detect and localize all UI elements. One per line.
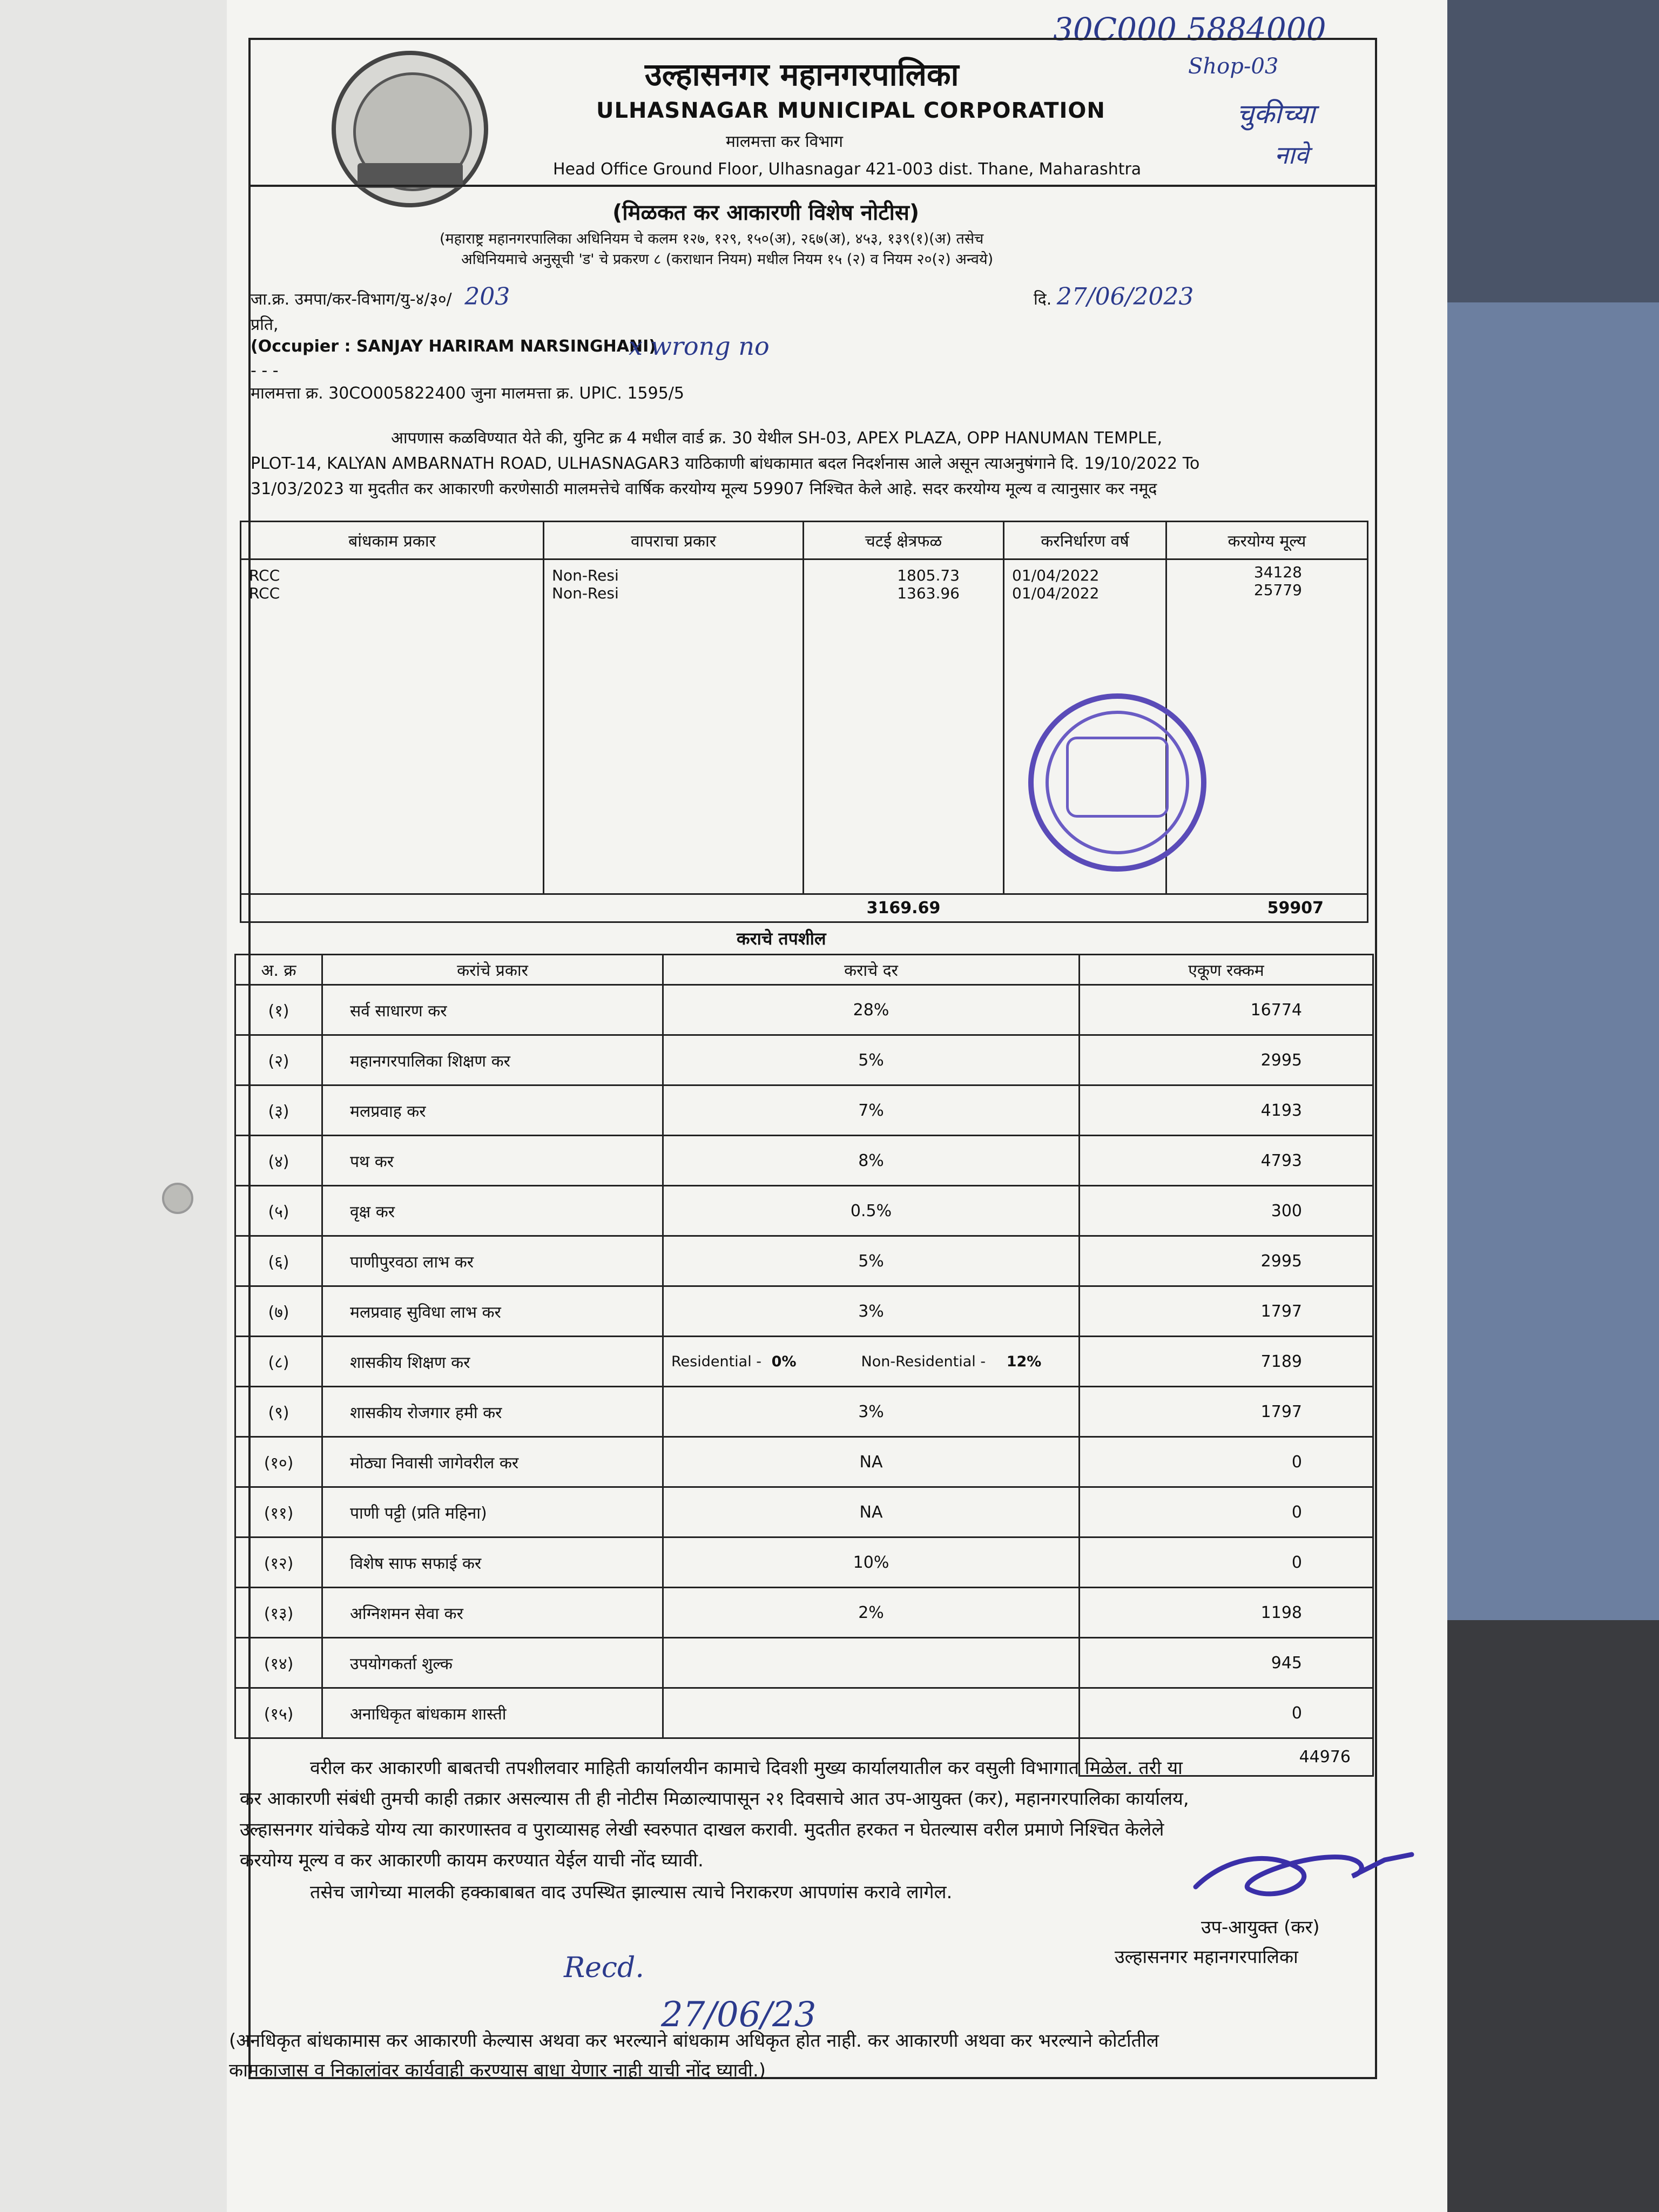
- tax-sr-no: (९): [235, 1387, 322, 1437]
- tax-type: अनाधिकृत बांधकाम शास्ती: [322, 1688, 663, 1738]
- usage-type: Non-Resi: [552, 567, 619, 584]
- tax-sr-no: (१०): [235, 1437, 322, 1487]
- usage-type: Non-Resi: [552, 584, 619, 602]
- assessment-header-row: [241, 522, 1368, 559]
- tax-amount: 0: [1080, 1688, 1373, 1738]
- assessment-header-value: करयोग्य मूल्य: [1166, 522, 1368, 559]
- tax-rate: NA: [663, 1437, 1080, 1487]
- tax-rate: [663, 1638, 1080, 1688]
- tax-type: शासकीय शिक्षण कर: [322, 1337, 663, 1387]
- handwritten-received-date: 27/06/23: [661, 1995, 817, 2035]
- tax-sr-no: (६): [235, 1236, 322, 1286]
- notice-act-line-1: (महाराष्ट्र महानगरपालिका अधिनियम चे कलम १२७, १२९, १५०(अ), २६७(अ), ४५३, १३९(१)(अ) तसेच: [440, 231, 984, 247]
- handwritten-wrong-note: x wrong no: [629, 332, 770, 361]
- tax-sr-no: (४): [235, 1136, 322, 1186]
- tax-type: पाणीपुरवठा लाभ कर: [322, 1236, 663, 1286]
- carpet-area: 1805.73: [897, 567, 960, 584]
- body-line-2: PLOT-14, KALYAN AMBARNATH ROAD, ULHASNAGAR3 याठिकाणी बांधकामात बदल निदर्शनास आले असून त्याअनुषंगाने दि. 19/10/2022 To: [251, 454, 1200, 473]
- notice-title: (मिळकत कर आकारणी विशेष नोटीस): [612, 200, 920, 225]
- tax-rate: 0.5%: [663, 1186, 1080, 1236]
- tax-row: [235, 1588, 1373, 1638]
- tax-row: [235, 985, 1373, 1035]
- tax-sr-no: (३): [235, 1085, 322, 1136]
- footer-para-2: कर आकारणी संबंधी तुमची काही तक्रार असल्यास ती ही नोटीस मिळाल्यापासून २१ दिवसाचे आत उप-आयुक्त (कर), महानगरपालिका कार्यालय,: [240, 1788, 1189, 1810]
- total-taxable-value: 59907: [1166, 894, 1368, 922]
- footer-para-4: करयोग्य मूल्य व कर आकारणी कायम करण्यात येईल याची नोंद घ्यावी.: [240, 1850, 704, 1871]
- tax-type: उपयोगकर्ता शुल्क: [322, 1638, 663, 1688]
- background-dark-surface: [1427, 1620, 1659, 2212]
- construction-cell: [241, 559, 544, 894]
- tax-table: [234, 954, 1374, 1777]
- signatory-organization: उल्हासनगर महानगरपालिका: [1115, 1946, 1298, 1968]
- tax-grand-total: 44976: [1080, 1738, 1373, 1776]
- background-page-left: [0, 0, 238, 2212]
- tax-row: [235, 1387, 1373, 1437]
- prati-label: प्रति,: [251, 315, 279, 334]
- handwritten-shop: Shop-03: [1188, 54, 1279, 79]
- tax-sr-no: (७): [235, 1286, 322, 1337]
- tax-row: [235, 1085, 1373, 1136]
- footer-para-3: उल्हासनगर यांचेकडे योग्य त्या कारणास्तव व पुराव्यासह लेखी स्वरुपात दाखल करावी. मुदतीत हरकत न घेतल्यास वरील प्रमाणे निश्चित केलेले: [240, 1819, 1164, 1840]
- tax-rate: 5%: [663, 1236, 1080, 1286]
- tax-header-amount: एकूण रक्कम: [1080, 955, 1373, 985]
- tax-amount: 0: [1080, 1487, 1373, 1537]
- official-stamp: [1028, 693, 1206, 872]
- disclaimer-line-1: (अनधिकृत बांधकामास कर आकारणी केल्यास अथवा कर भरल्याने बांधकाम अधिकृत होत नाही. कर आकारणी अथवा कर भरल्याने कोर्टातील: [229, 2030, 1159, 2052]
- notice-paper: [227, 0, 1447, 2212]
- notice-date: [1034, 283, 1193, 311]
- area-cell: [804, 559, 1004, 894]
- header-department: मालमत्ता कर विभाग: [726, 132, 844, 151]
- carpet-area: 1363.96: [897, 584, 960, 602]
- header-title-english: ULHASNAGAR MUNICIPAL CORPORATION: [596, 98, 1105, 123]
- footer-para-1: वरील कर आकारणी बाबतची तपशीलवार माहिती कार्यालयीन कामाचे दिवशी मुख्य कार्यालयातील कर वसुली विभागात मिळेल. तरी या: [310, 1757, 1183, 1779]
- tax-type: मोठ्या निवासी जागेवरील कर: [322, 1437, 663, 1487]
- tax-amount: 300: [1080, 1186, 1373, 1236]
- tax-section-title: कराचे तपशील: [737, 928, 826, 949]
- tax-amount: 1797: [1080, 1387, 1373, 1437]
- deputy-commissioner-signature: [1190, 1838, 1417, 1908]
- tax-row: [235, 1286, 1373, 1337]
- punch-hole: [162, 1183, 193, 1214]
- assessment-header-year: करनिर्धारण वर्ष: [1004, 522, 1166, 559]
- usage-cell: [544, 559, 804, 894]
- tax-rate: 5%: [663, 1035, 1080, 1085]
- tax-header-row: [235, 955, 1373, 985]
- disclaimer-line-2: कामकाजास व निकालांवर कार्यवाही करण्यास बाधा येणार नाही याची नोंद घ्यावी.): [229, 2060, 766, 2081]
- tax-sr-no: (१): [235, 985, 322, 1035]
- date-label: दि.: [1034, 290, 1052, 309]
- tax-amount: 945: [1080, 1638, 1373, 1688]
- tax-row: [235, 1186, 1373, 1236]
- body-line-1: आपणास कळविण्यात येते की, युनिट क्र 4 मधील वार्ड क्र. 30 येथील SH-03, APEX PLAZA, OPP HANUMAN TEMPLE,: [391, 429, 1163, 448]
- tax-row: [235, 1337, 1373, 1387]
- tax-sr-no: (११): [235, 1487, 322, 1537]
- total-carpet-area: 3169.69: [804, 894, 1004, 922]
- footer-para-5: तसेच जागेच्या मालकी हक्काबाबत वाद उपस्थित झाल्यास त्याचे निराकरण आपणांस करावे लागेल.: [310, 1881, 953, 1903]
- tax-row: [235, 1136, 1373, 1186]
- background-fabric: [1427, 302, 1659, 1707]
- tax-rate: 8%: [663, 1136, 1080, 1186]
- tax-amount: 0: [1080, 1537, 1373, 1588]
- tax-amount: 7189: [1080, 1337, 1373, 1387]
- tax-rate: 3%: [663, 1387, 1080, 1437]
- notice-sheet: [229, 38, 1377, 2081]
- tax-sr-no: (१४): [235, 1638, 322, 1688]
- edu-nonres-label: Non-Residential -: [861, 1353, 986, 1370]
- tax-sr-no: (५): [235, 1186, 322, 1236]
- tax-rate: 10%: [663, 1537, 1080, 1588]
- tax-rate: NA: [663, 1487, 1080, 1537]
- tax-type: सर्व साधारण कर: [322, 985, 663, 1035]
- reference-number: [251, 283, 510, 311]
- taxable-value: 34128: [1253, 563, 1302, 581]
- tax-rate: 2%: [663, 1588, 1080, 1638]
- notice-act-line-2: अधिनियमाचे अनुसूची 'ड' चे प्रकरण ८ (कराधान नियम) मधील नियम १५ (२) व नियम २०(२) अन्वये): [461, 251, 994, 268]
- edu-nonres-rate: 12%: [1006, 1353, 1042, 1370]
- tax-amount: 1198: [1080, 1588, 1373, 1638]
- tax-type: शासकीय रोजगार हमी कर: [322, 1387, 663, 1437]
- header-address: Head Office Ground Floor, Ulhasnagar 421-003 dist. Thane, Maharashtra: [553, 160, 1142, 179]
- taxable-value: 25779: [1253, 581, 1302, 599]
- tax-sr-no: (१५): [235, 1688, 322, 1738]
- tax-row: [235, 1688, 1373, 1738]
- tax-type: पथ कर: [322, 1136, 663, 1186]
- tax-type: महानगरपालिका शिक्षण कर: [322, 1035, 663, 1085]
- tax-row: [235, 1035, 1373, 1085]
- tax-amount: 0: [1080, 1437, 1373, 1487]
- tax-amount: 4193: [1080, 1085, 1373, 1136]
- signatory-title: उप-आयुक्त (कर): [1201, 1917, 1320, 1938]
- tax-amount: 2995: [1080, 1035, 1373, 1085]
- assessment-total-row: [241, 894, 1368, 922]
- tax-row: [235, 1638, 1373, 1688]
- tax-rate: 3%: [663, 1286, 1080, 1337]
- tax-amount: 2995: [1080, 1236, 1373, 1286]
- tax-rate: [663, 1688, 1080, 1738]
- municipal-seal-logo: [332, 51, 488, 207]
- body-line-3: 31/03/2023 या मुदतीत कर आकारणी करणेसाठी मालमत्तेचे वार्षिक करयोग्य मूल्य 59907 निश्चित केले आहे. सदर करयोग्य मूल्य व त्यानुसार कर नमूद: [251, 480, 1157, 498]
- tax-sr-no: (१३): [235, 1588, 322, 1638]
- tax-amount: 4793: [1080, 1136, 1373, 1186]
- construction-type: RCC: [249, 584, 280, 602]
- value-cell: [1166, 559, 1368, 894]
- tax-type: विशेष साफ सफाई कर: [322, 1537, 663, 1588]
- dashes: - - -: [251, 361, 279, 380]
- tax-sr-no: (१२): [235, 1537, 322, 1588]
- assessment-table: [240, 521, 1368, 923]
- tax-row: [235, 1236, 1373, 1286]
- background-right: [1427, 0, 1659, 2212]
- tax-sr-no: (२): [235, 1035, 322, 1085]
- assessment-year: 01/04/2022: [1012, 584, 1100, 602]
- tax-type: वृक्ष कर: [322, 1186, 663, 1236]
- tax-row: [235, 1437, 1373, 1487]
- tax-header-type: करांचे प्रकार: [322, 955, 663, 985]
- handwritten-property-number: 30C000 5884000: [1053, 11, 1326, 48]
- assessment-header-construction: बांधकाम प्रकार: [241, 522, 544, 559]
- tax-rate: [663, 1337, 1080, 1387]
- tax-header-sr: अ. क्र: [235, 955, 322, 985]
- tax-sr-no: (८): [235, 1337, 322, 1387]
- assessment-header-area: चटई क्षेत्रफळ: [804, 522, 1004, 559]
- assessment-header-usage: वापराचा प्रकार: [544, 522, 804, 559]
- tax-row: [235, 1537, 1373, 1588]
- tax-header-rate: कराचे दर: [663, 955, 1080, 985]
- occupier-name: (Occupier : SANJAY HARIRAM NARSINGHANI): [251, 337, 656, 356]
- tax-type: पाणी पट्टी (प्रति महिना): [322, 1487, 663, 1537]
- header-title-marathi: उल्हासनगर महानगरपालिका: [645, 56, 959, 93]
- tax-type: मलप्रवाह कर: [322, 1085, 663, 1136]
- tax-row: [235, 1487, 1373, 1537]
- tax-rate: 7%: [663, 1085, 1080, 1136]
- handwritten-date: 27/06/2023: [1056, 283, 1194, 311]
- edu-res-label: Residential -: [671, 1353, 762, 1370]
- tax-type: मलप्रवाह सुविधा लाभ कर: [322, 1286, 663, 1337]
- handwritten-note-1: चुकीच्या: [1237, 98, 1315, 130]
- handwritten-received: Recd.: [564, 1952, 644, 1984]
- reference-label: जा.क्र. उमपा/कर-विभाग/यु-४/३०/: [251, 290, 452, 309]
- construction-type: RCC: [249, 567, 280, 584]
- tax-amount: 1797: [1080, 1286, 1373, 1337]
- edu-res-rate: 0%: [771, 1353, 797, 1370]
- tax-type: अग्निशमन सेवा कर: [322, 1588, 663, 1638]
- assessment-year: 01/04/2022: [1012, 567, 1100, 584]
- tax-rate: 28%: [663, 985, 1080, 1035]
- assessment-data-row: [241, 559, 1368, 894]
- header-divider: [251, 185, 1375, 187]
- handwritten-note-2: नावे: [1274, 140, 1309, 170]
- tax-amount: 16774: [1080, 985, 1373, 1035]
- property-number-line: मालमत्ता क्र. 30CO005822400 जुना मालमत्ता क्र. UPIC. 1595/5: [251, 384, 685, 403]
- handwritten-outward-number: 203: [464, 283, 510, 311]
